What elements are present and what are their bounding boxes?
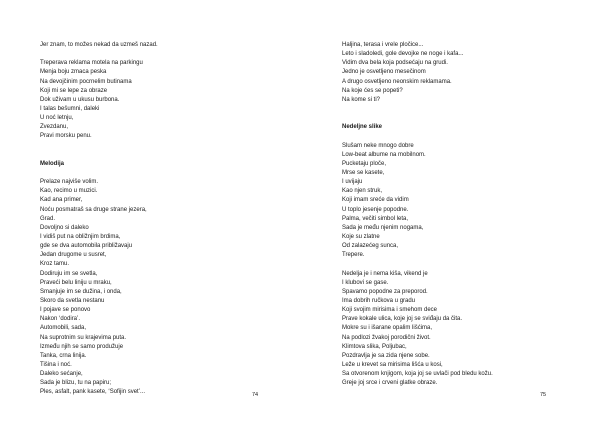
stanza-gap <box>342 105 592 114</box>
poem-line: Ples, asfalt, pank kasete, ‘Sofijin svet’... <box>40 389 146 396</box>
stanza-gap <box>40 142 290 151</box>
poem-line: Nakon ‘dodira’. <box>40 316 81 323</box>
poem-title: Nedeljne slike <box>342 124 383 131</box>
right-page-text <box>342 41 592 388</box>
poem-line: Daleko sećanje, <box>40 371 83 378</box>
stanza-gap <box>342 260 592 269</box>
poem-line: Kroz tamu. <box>40 261 70 268</box>
poem-line: Nedelja je i nema kiša, vikend je <box>342 270 428 277</box>
poem-line: Praveći belu liniju u mraku, <box>40 279 112 286</box>
poem-line: Pucketaju ploče, <box>342 160 387 167</box>
poem-line: Kad ana primer, <box>40 197 83 204</box>
poem-line: Slušam neke mnogo dobre <box>342 142 414 149</box>
poem-line: Kao njen struk, <box>342 188 383 195</box>
poem-line: Pravi morsku penu. <box>40 133 92 140</box>
poem-line: Na suprotnim su krajevima puta. <box>40 334 127 341</box>
poem-line: gde se dva automobila približavaju <box>40 243 133 250</box>
poem-line: Trepere. <box>342 252 365 259</box>
poem-line: Od zalazećeg sunca, <box>342 243 399 250</box>
poem-line: Zvezdanu, <box>40 124 69 131</box>
poem-line: A drugo osvetljeno neonskim reklamama. <box>342 78 452 85</box>
poem-line: Pozdravlja je sa zida njene sobe. <box>342 352 430 359</box>
poem-line: U toplo jesenje popodne. <box>342 206 409 213</box>
poem-line: Kao, recimo u muzici. <box>40 188 98 195</box>
poem-line: Na devojčinim pocrnelim butinama <box>40 78 132 85</box>
poem-title: Melodija <box>40 160 65 167</box>
poem-line: Između njih se samo produžuje <box>40 343 124 350</box>
poem-line: Dovoljno si daleko <box>40 224 89 231</box>
poem-line: Sa otvorenom knjigom, koja joj se uvlači pod bledu kožu. <box>342 371 493 378</box>
stanza-gap <box>40 50 290 59</box>
poem-line: Vidim dva bela koja podsećaju na grudi. <box>342 60 448 67</box>
poem-line: Koji svojim mirisima i smehom dece <box>342 307 438 314</box>
poem-line: Mrse se kasete, <box>342 169 385 176</box>
poem-line: Noću posmatraš sa druge strane jezera, <box>40 206 147 213</box>
poem-line: I vidiš put na obližnjim brdima, <box>40 233 121 240</box>
poem-line: I uvijaju <box>342 179 363 186</box>
poem-line: Tišina i noć. <box>40 361 72 368</box>
poem-line: I talas bešumni, daleki <box>40 105 100 112</box>
poem-line: Jedan drugome u susret, <box>40 252 107 259</box>
poem-line: Koje su zlatne <box>342 233 380 240</box>
stanza-gap <box>342 132 592 141</box>
poem-line: Na podlozi žvakoj porodični život. <box>342 334 431 341</box>
poem-line: Spavamo popodne za preporod. <box>342 288 428 295</box>
poem-line: Koji imam sreće da vidim <box>342 197 409 204</box>
poem-line: Dodiruju im se svetla, <box>40 270 98 277</box>
poem-line: Klimtova slika, Poljubac, <box>342 343 407 350</box>
poem-line: Jer znam, to možes nekad da uzmeš nazad. <box>40 42 158 48</box>
poem-line: Jedno je osvetljeno mesečinom <box>342 69 426 76</box>
poem-line: Low-beat albume na mobilnom. <box>342 151 426 158</box>
poem-line: Dok uživam u ukusu burbona. <box>40 96 120 103</box>
poem-line: U noć letnju, <box>40 115 74 122</box>
left-page-number: 74 <box>252 392 259 398</box>
poem-line: Automobili, sada, <box>40 325 87 332</box>
poem-line: Sada je među njenim nogama, <box>342 224 424 231</box>
poem-line: I pojave se ponovo <box>40 307 91 314</box>
poem-line: Prelaze najviše volim. <box>40 179 99 186</box>
poem-line: Sada je blizu, tu na papiru; <box>40 380 112 387</box>
poem-line: Leže u krevet sa mirisima lišća u kosi, <box>342 361 443 368</box>
poem-line: Grad. <box>40 215 56 222</box>
poem-line: Smanjuje im se dužina, i onda, <box>40 288 122 295</box>
stanza-gap <box>40 169 290 178</box>
poem-line: Prave kokale ulica, koje joj se sviđaju da čita. <box>342 316 463 323</box>
right-page-number: 75 <box>540 392 547 398</box>
right-page <box>300 0 600 423</box>
poem-line: Greje joj srce i crveni glatke obraze. <box>342 380 438 387</box>
poem-line: I klubovi se gase. <box>342 279 389 286</box>
poem-line: Koji mi se lepe za obraze <box>40 87 108 94</box>
stanza-gap <box>342 114 592 123</box>
poem-line: Skoro da svetla nestanu <box>40 297 105 304</box>
poem-line: Leto i sladoledi, gole devojke ne noge i kafa... <box>342 51 464 58</box>
poem-line: Tanka, crna linija. <box>40 352 87 359</box>
poem-line: Palma, večiti simbol leta, <box>342 215 409 222</box>
left-page-text <box>40 41 290 397</box>
stanza-gap <box>40 151 290 160</box>
poem-line: Haljina, terasa i vrele pločice... <box>342 42 424 48</box>
poem-line: Mokre su i išarane opalim lišćima, <box>342 325 433 332</box>
poem-line: Na kome si ti? <box>342 96 381 103</box>
poem-line: Ima dobrih ručkova u gradu <box>342 297 416 304</box>
poem-line: Na koje ćes se popeti? <box>342 87 403 94</box>
poem-line: Menja boju zmaca peska <box>40 69 107 76</box>
poem-line: Treperava reklama motela na parkingu <box>40 60 143 67</box>
